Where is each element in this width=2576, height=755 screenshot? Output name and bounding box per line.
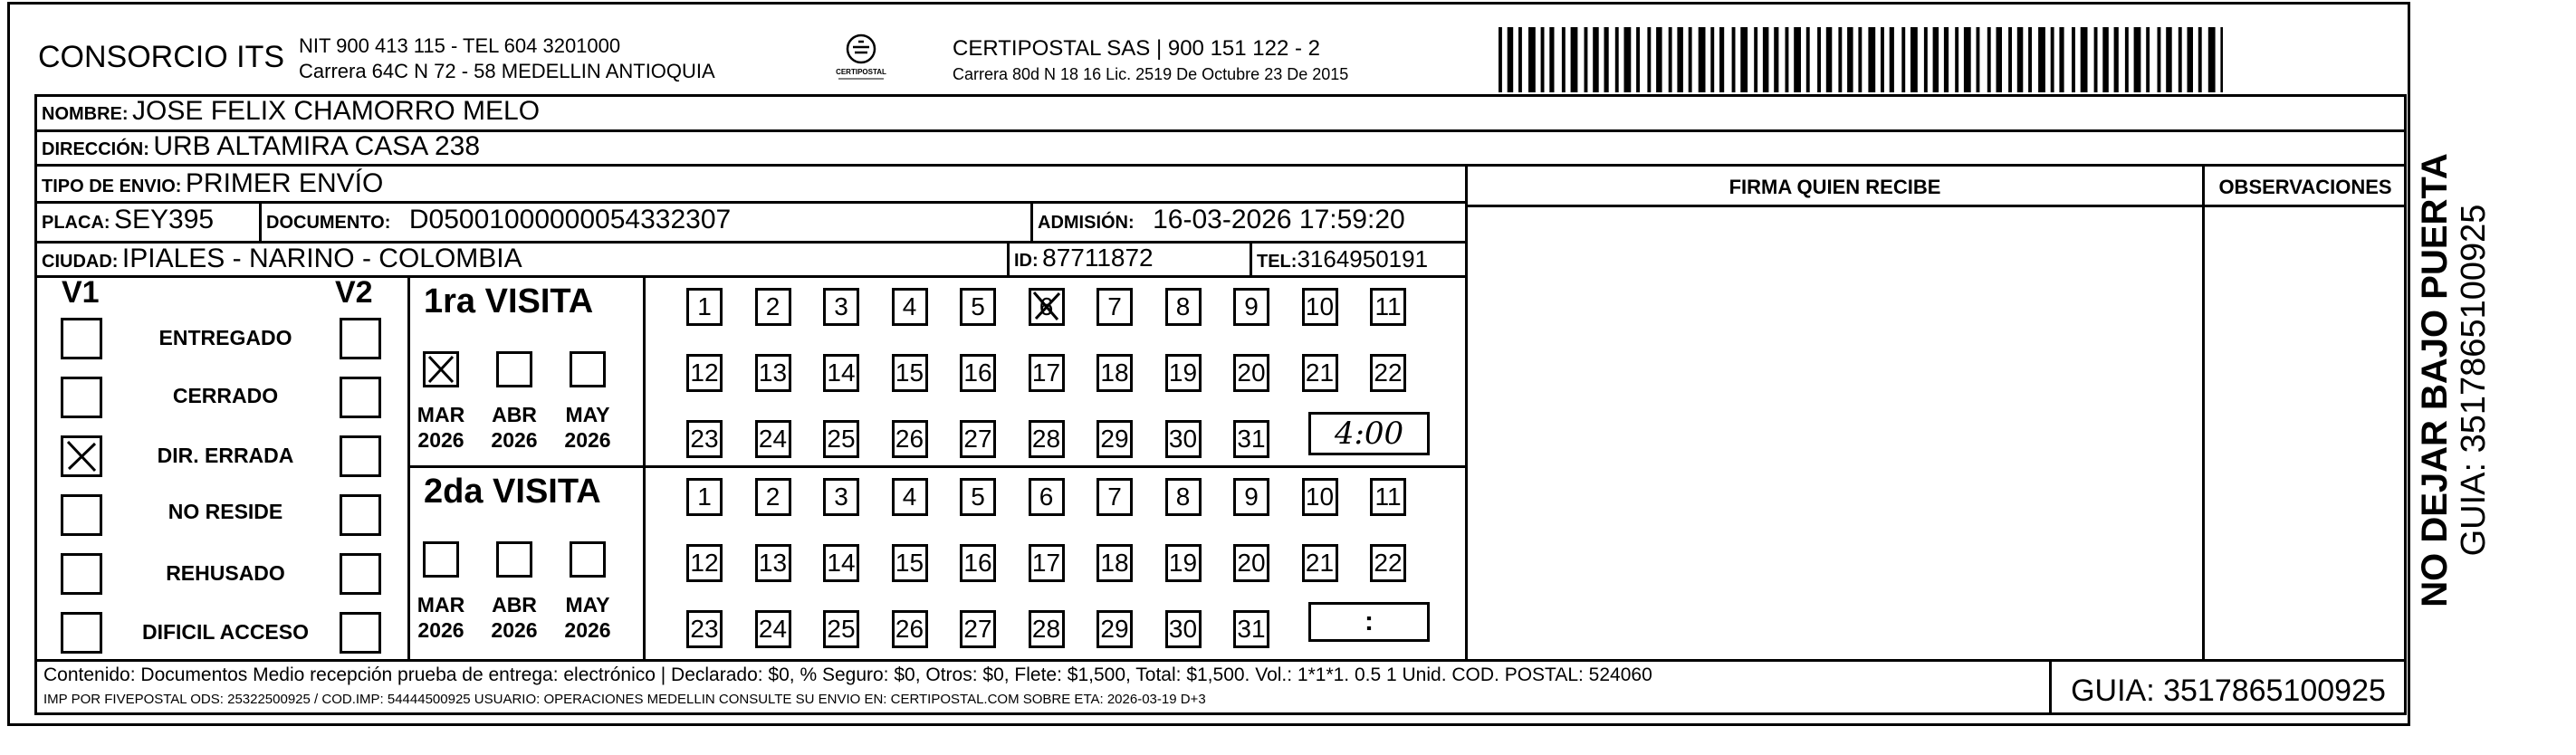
first-visit-day-label: 4 xyxy=(902,292,917,320)
first-visit-day-23[interactable] xyxy=(686,420,723,458)
barcode-bar xyxy=(1541,27,1545,92)
v2-cerrado-checkbox[interactable] xyxy=(340,377,381,418)
first-visit-day-6[interactable] xyxy=(1029,288,1065,326)
barcode-bar xyxy=(2059,27,2064,92)
first-visit-day-label: 26 xyxy=(895,425,924,453)
barcode xyxy=(1499,27,2223,92)
barcode-bar xyxy=(1847,27,1853,92)
second-visit-day-14[interactable] xyxy=(823,544,859,582)
side-guia: GUIA: 3517865100925 xyxy=(2455,204,2493,557)
barcode-bar xyxy=(2102,27,2109,92)
barcode-bar xyxy=(1593,27,1599,92)
second-visit-day-25[interactable] xyxy=(823,610,859,648)
svg-text:CERTIPOSTAL: CERTIPOSTAL xyxy=(836,68,886,76)
barcode-bar xyxy=(1647,27,1651,92)
second-visit-day-31[interactable] xyxy=(1233,610,1269,648)
second-visit-day-10[interactable] xyxy=(1302,478,1338,516)
second-visit-day-4[interactable] xyxy=(892,478,928,516)
v1-dir-errada-checkbox[interactable] xyxy=(61,435,102,477)
barcode-bar xyxy=(2125,27,2129,92)
barcode-bar xyxy=(1890,27,1894,92)
placa-value: SEY395 xyxy=(114,205,215,234)
first-visit-day-11[interactable] xyxy=(1370,288,1406,326)
barcode-bar xyxy=(2220,27,2223,92)
second-visit-day-label: 5 xyxy=(971,483,985,511)
first-visit-day-22[interactable] xyxy=(1370,354,1406,392)
documento-label: DOCUMENTO: xyxy=(266,213,391,233)
barcode-bar xyxy=(1732,27,1736,92)
barcode-bar xyxy=(1997,27,2003,92)
barcode-bar xyxy=(2051,27,2054,92)
barcode-bar xyxy=(1933,27,1939,92)
first-visit-day-label: 28 xyxy=(1031,425,1061,453)
barcode-bar xyxy=(1910,27,1918,92)
first-visit-day-label: 25 xyxy=(827,425,856,453)
tel-label: TEL: xyxy=(1257,252,1298,272)
barcode-bar xyxy=(1987,27,1991,92)
barcode-bar xyxy=(2008,27,2012,92)
first-visit-day-15[interactable] xyxy=(892,354,928,392)
first-visit-day-10[interactable] xyxy=(1302,288,1338,326)
first-visit-day-5[interactable] xyxy=(960,288,996,326)
status-dificil-acceso: DIFICIL ACCESO xyxy=(141,620,309,644)
second-visit-day-30[interactable] xyxy=(1165,610,1202,648)
firma-header: FIRMA QUIEN RECIBE xyxy=(1729,176,1941,198)
first-visit-day-28[interactable] xyxy=(1029,420,1065,458)
first-visit-abr-checkbox[interactable] xyxy=(496,351,532,387)
admision-label: ADMISIÓN: xyxy=(1038,213,1135,233)
first-visit-day-label: 21 xyxy=(1305,358,1335,387)
second-visit-day-16[interactable] xyxy=(960,544,996,582)
barcode-bar xyxy=(2208,27,2216,92)
barcode-bar xyxy=(2028,27,2032,92)
second-visit-day-label: 30 xyxy=(1168,615,1198,643)
v1-rehusado-checkbox[interactable] xyxy=(61,553,102,595)
first-visit-day-label: 24 xyxy=(758,425,788,453)
barcode-bar xyxy=(1719,27,1724,92)
second-visit-day-label: 3 xyxy=(834,483,848,511)
barcode-bar xyxy=(2134,27,2141,92)
barcode-bar xyxy=(2114,27,2119,92)
nombre-label: NOMBRE: xyxy=(42,104,129,124)
barcode-bar xyxy=(1499,27,1502,92)
ciudad-field xyxy=(42,244,522,274)
barcode-bar xyxy=(1677,27,1683,92)
documento-field xyxy=(266,205,731,235)
company-name: CONSORCIO ITS xyxy=(38,40,285,74)
first-visit-day-2[interactable] xyxy=(755,288,791,326)
v2-header: V2 xyxy=(335,275,373,310)
second-visit-day-22[interactable] xyxy=(1370,544,1406,582)
barcode-bar xyxy=(1740,27,1748,92)
placa-label: PLACA: xyxy=(42,213,110,233)
first-visit-day-label: 8 xyxy=(1175,292,1191,320)
first-visit-day-16[interactable] xyxy=(960,354,996,392)
first-visit-day-21[interactable] xyxy=(1302,354,1338,392)
second-visit-day-label: 15 xyxy=(895,549,924,577)
first-visit-day-label: 18 xyxy=(1100,358,1129,387)
v2-rehusado-checkbox[interactable] xyxy=(340,553,381,595)
barcode-bar xyxy=(1624,27,1632,92)
first-visit-day-label: 9 xyxy=(1244,292,1259,320)
barcode-bar xyxy=(1669,27,1672,92)
v1-no-reside-checkbox[interactable] xyxy=(61,494,102,536)
tipo-envio-value: PRIMER ENVÍO xyxy=(185,168,384,198)
barcode-bar xyxy=(1868,27,1875,92)
second-visit-day-label: 8 xyxy=(1175,483,1191,511)
second-visit-day-5[interactable] xyxy=(960,478,996,516)
admision-field xyxy=(1038,205,1405,235)
status-entregado: ENTREGADO xyxy=(158,326,292,349)
id-label: ID: xyxy=(1014,251,1039,271)
first-visit-day-label: 20 xyxy=(1237,358,1266,387)
second-visit-day-label: 26 xyxy=(895,615,924,643)
second-visit-day-29[interactable] xyxy=(1096,610,1133,648)
ciudad-label: CIUDAD: xyxy=(42,252,119,272)
first-visit-day-9[interactable] xyxy=(1233,288,1269,326)
second-visit-day-19[interactable] xyxy=(1165,544,1202,582)
first-visit-day-25[interactable] xyxy=(823,420,859,458)
first-visit-day-label: 7 xyxy=(1107,292,1122,320)
first-visit-day-13[interactable] xyxy=(755,354,791,392)
barcode-bar xyxy=(1636,27,1640,92)
second-visit-day-label: 13 xyxy=(758,549,788,577)
second-visit-day-label: 11 xyxy=(1374,483,1402,511)
barcode-bar xyxy=(1955,27,1958,92)
first-visit-time-box[interactable] xyxy=(1308,412,1430,455)
second-visit-day-24[interactable] xyxy=(755,610,791,648)
second-visit-day-28[interactable] xyxy=(1029,610,1065,648)
first-visit-day-3[interactable] xyxy=(823,288,859,326)
first-visit-day-label: 2 xyxy=(765,292,780,320)
footer-content: Contenido: Documentos Medio recepción prueba de entrega: electrónico | Declarado: $0, % Seguro: $0, Otros: $0, Flete: $1,500, Total: $1,500. Vol.: 1*1*1. 0.5 1 Unid. COD. POSTAL: 524060 xyxy=(43,664,1652,685)
first-visit-day-label: 6 xyxy=(1039,292,1054,320)
first-visit-day-4[interactable] xyxy=(892,288,928,326)
first-visit-day-26[interactable] xyxy=(892,420,928,458)
ciudad-value: IPIALES - NARINO - COLOMBIA xyxy=(121,244,522,273)
first-visit-day-label: 22 xyxy=(1374,358,1403,387)
second-visit-day-label: 24 xyxy=(758,615,788,643)
first-visit-day-label: 11 xyxy=(1374,292,1402,320)
second-visit-day-8[interactable] xyxy=(1165,478,1202,516)
second-visit-day-7[interactable] xyxy=(1096,478,1133,516)
v1-entregado-checkbox[interactable] xyxy=(61,318,102,359)
second-visit-abr-checkbox[interactable] xyxy=(496,541,532,578)
second-visit-day-label: 23 xyxy=(690,615,719,643)
second-visit-day-15[interactable] xyxy=(892,544,928,582)
placa-field xyxy=(42,205,214,235)
barcode-bar xyxy=(1689,27,1692,92)
barcode-bar xyxy=(1763,27,1769,92)
second-visit-day-label: 2 xyxy=(765,483,780,511)
barcode-bar xyxy=(1924,27,1928,92)
second-visit-day-label: 17 xyxy=(1031,549,1061,577)
barcode-bar xyxy=(1881,27,1884,92)
first-visit-day-label: 31 xyxy=(1237,425,1266,453)
tel-field xyxy=(1257,245,1428,273)
v2-dir-errada-checkbox[interactable] xyxy=(340,435,381,477)
second-visit-day-label: 16 xyxy=(963,549,992,577)
first-visit-mar-checkbox[interactable] xyxy=(423,351,459,387)
barcode-bar xyxy=(2094,27,2098,92)
second-visit-day-label: 10 xyxy=(1305,483,1335,511)
barcode-bar xyxy=(2166,27,2172,92)
second-visit-day-13[interactable] xyxy=(755,544,791,582)
company-nit: NIT 900 413 115 - TEL 604 3201000 xyxy=(299,34,621,57)
first-visit-day-18[interactable] xyxy=(1096,354,1133,392)
first-visit-may-label: MAY 2026 xyxy=(564,403,611,452)
first-visit-day-x-mark xyxy=(1029,288,1065,324)
barcode-bar xyxy=(1508,27,1514,92)
first-visit-day-12[interactable] xyxy=(686,354,723,392)
first-visit-day-8[interactable] xyxy=(1165,288,1202,326)
footer-print-info: IMP POR FIVEPOSTAL ODS: 25322500925 / COD.IMP: 54444500925 USUARIO: OPERACIONES MEDELLIN CONSULTE SU ENVIO EN: CERTIPOSTAL.COM SOBRE ETA: 2026-03-19 D+3 xyxy=(43,692,1206,707)
barcode-bar xyxy=(1858,27,1862,92)
direccion-field xyxy=(42,131,480,162)
first-visit-day-label: 14 xyxy=(827,358,856,387)
first-visit-day-label: 12 xyxy=(690,358,719,387)
second-visit-day-label: 18 xyxy=(1100,549,1129,577)
direccion-label: DIRECCIÓN: xyxy=(42,139,149,159)
first-visit-day-label: 13 xyxy=(758,358,788,387)
barcode-bar xyxy=(1528,27,1536,92)
tipo-envio-field xyxy=(42,168,383,199)
barcode-bar xyxy=(2179,27,2182,92)
barcode-bar xyxy=(1817,27,1821,92)
second-visit-day-26[interactable] xyxy=(892,610,928,648)
observaciones-header: OBSERVACIONES xyxy=(2218,176,2392,198)
barcode-bar xyxy=(2198,27,2202,92)
second-visit-day-17[interactable] xyxy=(1029,544,1065,582)
second-visit-title: 2da VISITA xyxy=(424,473,601,511)
tipo-envio-label: TIPO DE ENVIO: xyxy=(42,177,182,196)
barcode-bar xyxy=(2038,27,2045,92)
v1-cerrado-checkbox[interactable] xyxy=(61,377,102,418)
first-visit-day-17[interactable] xyxy=(1029,354,1065,392)
barcode-bar xyxy=(2072,27,2075,92)
first-visit-day-label: 10 xyxy=(1305,292,1335,320)
second-visit-day-23[interactable] xyxy=(686,610,723,648)
barcode-bar xyxy=(1585,27,1588,92)
second-visit-abr-label: ABR 2026 xyxy=(491,593,538,642)
documento-value: D05001000000054332307 xyxy=(408,205,732,234)
nombre-value: JOSE FELIX CHAMORRO MELO xyxy=(132,96,541,126)
first-visit-day-label: 3 xyxy=(834,292,848,320)
first-visit-day-label: 5 xyxy=(971,292,985,320)
barcode-bar xyxy=(1806,27,1810,92)
second-visit-day-label: 25 xyxy=(827,615,856,643)
first-visit-day-label: 27 xyxy=(963,425,992,453)
second-visit-day-label: 29 xyxy=(1100,615,1129,643)
first-visit-day-29[interactable] xyxy=(1096,420,1133,458)
second-visit-may-label: MAY 2026 xyxy=(564,593,611,642)
second-visit-day-label: 22 xyxy=(1374,549,1403,577)
second-visit-time: : xyxy=(1365,607,1374,636)
barcode-bar xyxy=(1901,27,1905,92)
no-dejar-bajo-puerta: NO DEJAR BAJO PUERTA xyxy=(2415,153,2455,607)
nombre-field xyxy=(42,96,540,127)
first-visit-day-7[interactable] xyxy=(1096,288,1133,326)
second-visit-day-18[interactable] xyxy=(1096,544,1133,582)
second-visit-day-21[interactable] xyxy=(1302,544,1338,582)
second-visit-day-label: 14 xyxy=(827,549,856,577)
barcode-bar xyxy=(1710,27,1714,92)
first-visit-abr-label: ABR 2026 xyxy=(491,403,538,452)
second-visit-day-label: 7 xyxy=(1107,483,1122,511)
barcode-bar xyxy=(1604,27,1609,92)
barcode-bar xyxy=(2158,27,2161,92)
certipostal-logo xyxy=(833,31,889,85)
barcode-bar xyxy=(1826,27,1833,92)
second-visit-day-label: 28 xyxy=(1031,615,1061,643)
second-visit-mar-label: MAR 2026 xyxy=(417,593,465,642)
first-visit-day-label: 17 xyxy=(1031,358,1061,387)
carrier-license: Carrera 80d N 18 16 Lic. 2519 De Octubre 23 De 2015 xyxy=(953,65,1349,83)
barcode-bar xyxy=(1615,27,1619,92)
first-visit-day-14[interactable] xyxy=(823,354,859,392)
second-visit-may-checkbox[interactable] xyxy=(570,541,606,578)
barcode-bar xyxy=(1944,27,1949,92)
first-visit-time: 4:00 xyxy=(1334,416,1404,452)
second-visit-day-9[interactable] xyxy=(1233,478,1269,516)
second-visit-day-11[interactable] xyxy=(1370,478,1406,516)
barcode-bar xyxy=(1964,27,1971,92)
barcode-bar xyxy=(1549,27,1554,92)
second-visit-day-label: 9 xyxy=(1244,483,1259,511)
barcode-bar xyxy=(1977,27,1980,92)
first-visit-day-24[interactable] xyxy=(755,420,791,458)
id-field xyxy=(1014,244,1154,272)
v2-dificil-acceso-checkbox[interactable] xyxy=(340,612,381,654)
barcode-bar xyxy=(1699,27,1706,92)
first-visit-day-20[interactable] xyxy=(1233,354,1269,392)
carrier-name: CERTIPOSTAL SAS | 900 151 122 - 2 xyxy=(953,36,1320,61)
first-visit-day-label: 30 xyxy=(1168,425,1198,453)
barcode-bar xyxy=(1786,27,1789,92)
tel-value: 3164950191 xyxy=(1297,245,1429,272)
barcode-bar xyxy=(2017,27,2024,92)
first-visit-day-30[interactable] xyxy=(1165,420,1202,458)
first-visit-mar-label: MAR 2026 xyxy=(417,403,465,452)
first-visit-day-label: 29 xyxy=(1100,425,1129,453)
first-visit-day-31[interactable] xyxy=(1233,420,1269,458)
first-visit-day-27[interactable] xyxy=(960,420,996,458)
barcode-bar xyxy=(1794,27,1801,92)
first-visit-title: 1ra VISITA xyxy=(424,282,594,320)
second-visit-day-1[interactable] xyxy=(686,478,723,516)
status-cerrado: CERRADO xyxy=(172,384,279,407)
second-visit-day-27[interactable] xyxy=(960,610,996,648)
second-visit-day-3[interactable] xyxy=(823,478,859,516)
v2-entregado-checkbox[interactable] xyxy=(340,318,381,359)
second-visit-day-label: 31 xyxy=(1237,615,1266,643)
first-visit-day-label: 15 xyxy=(895,358,924,387)
second-visit-mar-checkbox[interactable] xyxy=(423,541,459,578)
second-visit-day-20[interactable] xyxy=(1233,544,1269,582)
footer-guia: GUIA: 3517865100925 xyxy=(2071,674,2386,708)
second-visit-time-box[interactable] xyxy=(1308,602,1430,642)
v1-header: V1 xyxy=(62,275,100,310)
barcode-bar xyxy=(2081,27,2088,92)
barcode-bar xyxy=(1562,27,1566,92)
barcode-bar xyxy=(1571,27,1578,92)
first-visit-day-19[interactable] xyxy=(1165,354,1202,392)
second-visit-day-label: 20 xyxy=(1237,549,1266,577)
first-visit-may-checkbox[interactable] xyxy=(570,351,606,387)
second-visit-day-label: 1 xyxy=(697,483,712,511)
second-visit-day-12[interactable] xyxy=(686,544,723,582)
status-dir-errada: DIR. ERRADA xyxy=(157,444,294,467)
first-visit-day-label: 19 xyxy=(1168,358,1198,387)
barcode-bar xyxy=(1774,27,1778,92)
first-visit-day-label: 16 xyxy=(963,358,992,387)
v1-dificil-acceso-checkbox[interactable] xyxy=(61,612,102,654)
barcode-bar xyxy=(1838,27,1842,92)
second-visit-day-6[interactable] xyxy=(1029,478,1065,516)
second-visit-day-label: 12 xyxy=(690,549,719,577)
second-visit-day-label: 4 xyxy=(902,483,917,511)
second-visit-day-label: 21 xyxy=(1305,549,1335,577)
barcode-bar xyxy=(2146,27,2150,92)
barcode-bar xyxy=(2188,27,2194,92)
first-visit-day-label: 1 xyxy=(697,292,712,320)
second-visit-day-label: 27 xyxy=(963,615,992,643)
status-no-reside: NO RESIDE xyxy=(168,500,283,523)
id-value: 87711872 xyxy=(1042,244,1154,272)
second-visit-day-label: 6 xyxy=(1039,483,1054,511)
second-visit-day-2[interactable] xyxy=(755,478,791,516)
barcode-bar xyxy=(1518,27,1522,92)
first-visit-day-label: 23 xyxy=(690,425,719,453)
admision-value: 16-03-2026 17:59:20 xyxy=(1153,205,1405,234)
first-visit-day-1[interactable] xyxy=(686,288,723,326)
barcode-bar xyxy=(1754,27,1757,92)
second-visit-day-label: 19 xyxy=(1168,549,1198,577)
direccion-value: URB ALTAMIRA CASA 238 xyxy=(153,131,481,161)
status-rehusado: REHUSADO xyxy=(166,561,285,585)
company-address: Carrera 64C N 72 - 58 MEDELLIN ANTIOQUIA xyxy=(299,60,715,82)
barcode-bar xyxy=(1656,27,1662,92)
v2-no-reside-checkbox[interactable] xyxy=(340,494,381,536)
